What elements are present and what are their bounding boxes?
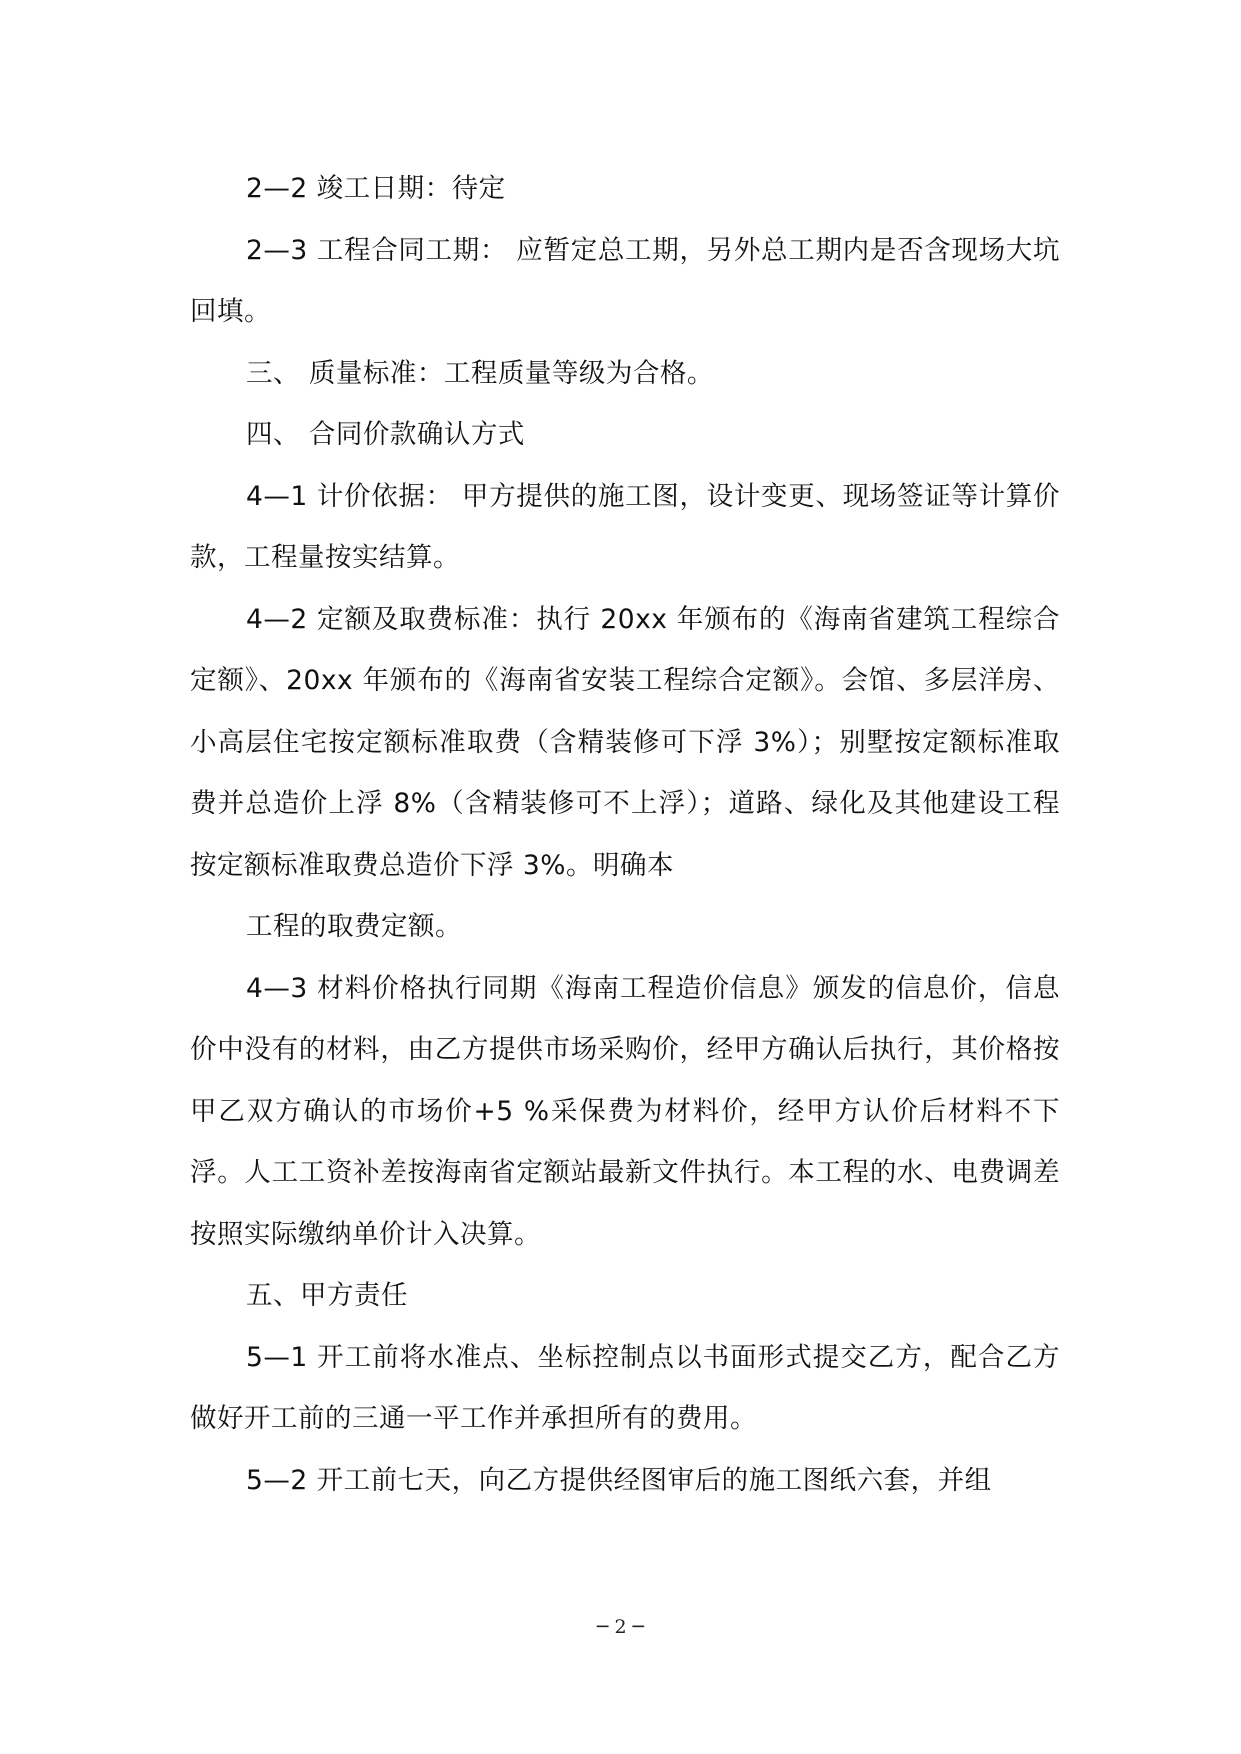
document-body [190,158,1060,1511]
section-4-heading: 四、 合同价款确认方式 [246,419,525,450]
paragraph-5-2: 5—2 开工前七天，向乙方提供经图审后的施工图纸六套，并组 [246,1464,992,1496]
paragraph-2-2: 2—2 竣工日期：待定 [246,173,506,204]
page-number: ─ 2 ─ [596,1616,645,1638]
paragraph-5-1: 5—1 开工前将水准点、坐标控制点以书面形式提交乙方，配合乙方做好开工前的三通一平工作并承担所有的费用。 [190,1341,1060,1434]
paragraph-4-2: 4—2 定额及取费标准：执行 20xx 年颁布的《海南省建筑工程综合定额》、20xx 年颁布的《海南省安装工程综合定额》。会馆、多层洋房、小高层住宅按定额标准取费（含精装修可下浮 3%）；别墅按定额标准取费并总造价上浮 8%（含精装修可不上浮）；道路、绿化及其他建设工程按定额标准取费总造价下浮 3%。明确本 [190,603,1060,881]
paragraph-4-2-continued: 工程的取费定额。 [246,911,462,942]
paragraph-2-3: 2—3 工程合同工期： 应暂定总工期，另外总工期内是否含现场大坑回填。 [190,234,1060,327]
section-3-quality: 三、 质量标准：工程质量等级为合格。 [246,357,714,389]
paragraph-4-1: 4—1 计价依据： 甲方提供的施工图，设计变更、现场签证等计算价款，工程量按实结算。 [190,480,1060,573]
section-5-heading: 五、甲方责任 [246,1280,408,1311]
paragraph-4-3: 4—3 材料价格执行同期《海南工程造价信息》颁发的信息价，信息价中没有的材料，由乙方提供市场采购价，经甲方确认后执行，其价格按甲乙双方确认的市场价+5 %采保费为材料价，经甲方认价后材料不下浮。人工工资补差按海南省定额站最新文件执行。本工程的水、电费调差按照实际缴纳单价计入决算。 [190,972,1060,1250]
